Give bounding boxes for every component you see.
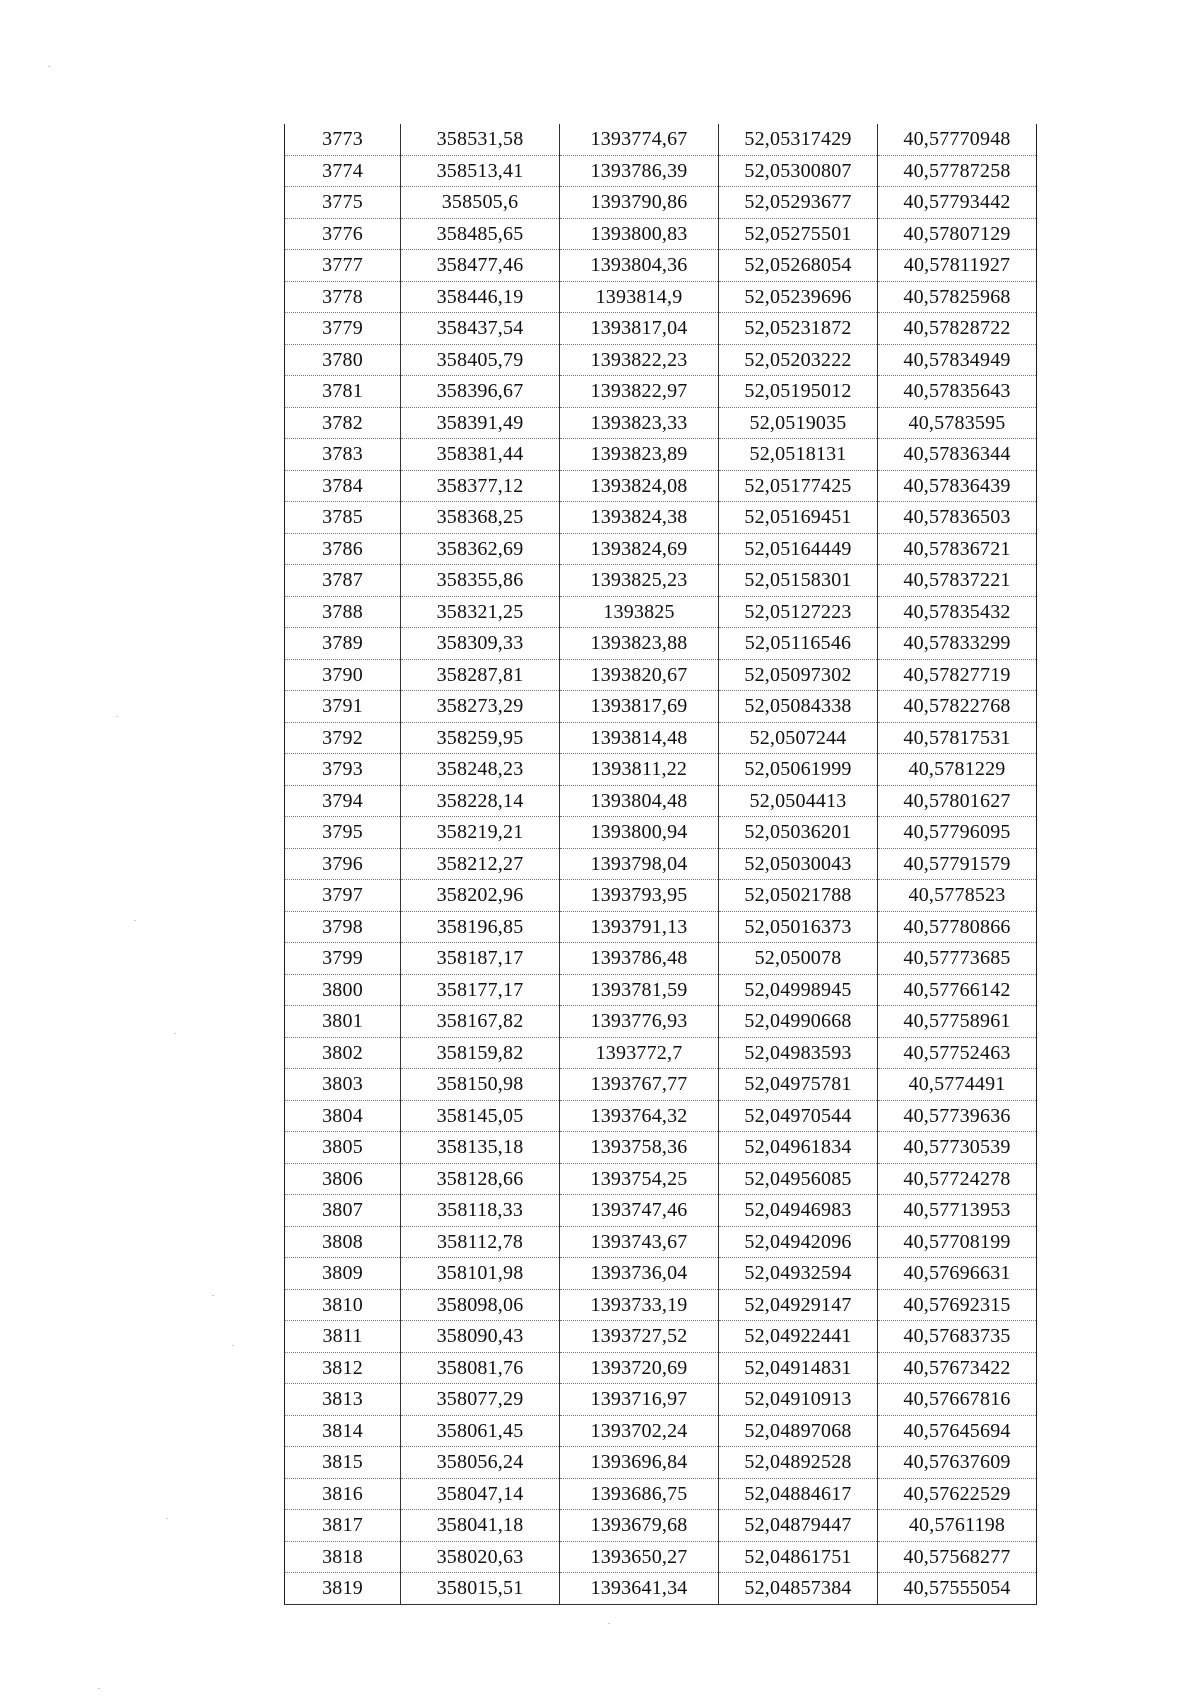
y-coordinate-cell: 1393814,48 <box>560 722 719 754</box>
y-coordinate-cell: 1393716,97 <box>560 1384 719 1416</box>
table-row <box>285 974 1037 1006</box>
table-row <box>285 754 1037 786</box>
point-number-cell: 3799 <box>285 943 401 975</box>
coordinates-table <box>284 124 1037 1605</box>
longitude-cell: 40,57836721 <box>878 533 1037 565</box>
table-row <box>285 628 1037 660</box>
table-row <box>285 218 1037 250</box>
y-coordinate-cell: 1393817,04 <box>560 313 719 345</box>
y-coordinate-cell: 1393822,23 <box>560 344 719 376</box>
y-coordinate-cell: 1393800,94 <box>560 817 719 849</box>
y-coordinate-cell: 1393736,04 <box>560 1258 719 1290</box>
x-coordinate-cell: 358167,82 <box>401 1006 560 1038</box>
table-row <box>285 1069 1037 1101</box>
y-coordinate-cell: 1393798,04 <box>560 848 719 880</box>
latitude-cell: 52,04998945 <box>719 974 878 1006</box>
y-coordinate-cell: 1393743,67 <box>560 1226 719 1258</box>
latitude-cell: 52,04897068 <box>719 1415 878 1447</box>
latitude-cell: 52,05300807 <box>719 155 878 187</box>
latitude-cell: 52,0519035 <box>719 407 878 439</box>
y-coordinate-cell: 1393811,22 <box>560 754 719 786</box>
longitude-cell: 40,57836503 <box>878 502 1037 534</box>
longitude-cell: 40,57807129 <box>878 218 1037 250</box>
longitude-cell: 40,5781229 <box>878 754 1037 786</box>
longitude-cell: 40,57696631 <box>878 1258 1037 1290</box>
y-coordinate-cell: 1393793,95 <box>560 880 719 912</box>
point-number-cell: 3791 <box>285 691 401 723</box>
latitude-cell: 52,0507244 <box>719 722 878 754</box>
longitude-cell: 40,57817531 <box>878 722 1037 754</box>
point-number-cell: 3776 <box>285 218 401 250</box>
scan-speck <box>166 1518 168 1519</box>
table-row <box>285 1163 1037 1195</box>
longitude-cell: 40,57780866 <box>878 911 1037 943</box>
point-number-cell: 3806 <box>285 1163 401 1195</box>
coordinates-table-body <box>285 124 1037 1604</box>
scan-speck <box>212 1295 214 1296</box>
point-number-cell: 3800 <box>285 974 401 1006</box>
point-number-cell: 3815 <box>285 1447 401 1479</box>
table-row <box>285 1384 1037 1416</box>
longitude-cell: 40,57770948 <box>878 124 1037 155</box>
latitude-cell: 52,04942096 <box>719 1226 878 1258</box>
longitude-cell: 40,57827719 <box>878 659 1037 691</box>
point-number-cell: 3778 <box>285 281 401 313</box>
longitude-cell: 40,57825968 <box>878 281 1037 313</box>
y-coordinate-cell: 1393747,46 <box>560 1195 719 1227</box>
table-row <box>285 817 1037 849</box>
y-coordinate-cell: 1393790,86 <box>560 187 719 219</box>
table-row <box>285 1226 1037 1258</box>
longitude-cell: 40,57766142 <box>878 974 1037 1006</box>
table-row <box>285 155 1037 187</box>
longitude-cell: 40,57811927 <box>878 250 1037 282</box>
longitude-cell: 40,57708199 <box>878 1226 1037 1258</box>
longitude-cell: 40,57833299 <box>878 628 1037 660</box>
y-coordinate-cell: 1393764,32 <box>560 1100 719 1132</box>
longitude-cell: 40,57835643 <box>878 376 1037 408</box>
latitude-cell: 52,05158301 <box>719 565 878 597</box>
y-coordinate-cell: 1393823,89 <box>560 439 719 471</box>
table-row <box>285 344 1037 376</box>
latitude-cell: 52,05084338 <box>719 691 878 723</box>
point-number-cell: 3812 <box>285 1352 401 1384</box>
latitude-cell: 52,04922441 <box>719 1321 878 1353</box>
table-row <box>285 1289 1037 1321</box>
table-row <box>285 911 1037 943</box>
point-number-cell: 3786 <box>285 533 401 565</box>
x-coordinate-cell: 358041,18 <box>401 1510 560 1542</box>
y-coordinate-cell: 1393720,69 <box>560 1352 719 1384</box>
x-coordinate-cell: 358056,24 <box>401 1447 560 1479</box>
longitude-cell: 40,57787258 <box>878 155 1037 187</box>
x-coordinate-cell: 358446,19 <box>401 281 560 313</box>
y-coordinate-cell: 1393804,36 <box>560 250 719 282</box>
latitude-cell: 52,04946983 <box>719 1195 878 1227</box>
y-coordinate-cell: 1393786,39 <box>560 155 719 187</box>
point-number-cell: 3803 <box>285 1069 401 1101</box>
scan-speck <box>98 1688 100 1689</box>
longitude-cell: 40,5778523 <box>878 880 1037 912</box>
point-number-cell: 3782 <box>285 407 401 439</box>
y-coordinate-cell: 1393800,83 <box>560 218 719 250</box>
x-coordinate-cell: 358077,29 <box>401 1384 560 1416</box>
x-coordinate-cell: 358135,18 <box>401 1132 560 1164</box>
table-row <box>285 470 1037 502</box>
point-number-cell: 3819 <box>285 1573 401 1605</box>
x-coordinate-cell: 358015,51 <box>401 1573 560 1605</box>
latitude-cell: 52,04932594 <box>719 1258 878 1290</box>
longitude-cell: 40,57828722 <box>878 313 1037 345</box>
table-row <box>285 1258 1037 1290</box>
y-coordinate-cell: 1393679,68 <box>560 1510 719 1542</box>
latitude-cell: 52,04929147 <box>719 1289 878 1321</box>
table-row <box>285 124 1037 155</box>
table-row <box>285 565 1037 597</box>
x-coordinate-cell: 358368,25 <box>401 502 560 534</box>
latitude-cell: 52,05231872 <box>719 313 878 345</box>
point-number-cell: 3777 <box>285 250 401 282</box>
longitude-cell: 40,57801627 <box>878 785 1037 817</box>
latitude-cell: 52,05275501 <box>719 218 878 250</box>
point-number-cell: 3802 <box>285 1037 401 1069</box>
table-row <box>285 533 1037 565</box>
table-row <box>285 691 1037 723</box>
point-number-cell: 3796 <box>285 848 401 880</box>
x-coordinate-cell: 358396,67 <box>401 376 560 408</box>
scan-speck <box>134 920 136 921</box>
longitude-cell: 40,57730539 <box>878 1132 1037 1164</box>
table-row <box>285 281 1037 313</box>
point-number-cell: 3817 <box>285 1510 401 1542</box>
latitude-cell: 52,05293677 <box>719 187 878 219</box>
x-coordinate-cell: 358287,81 <box>401 659 560 691</box>
longitude-cell: 40,57836439 <box>878 470 1037 502</box>
latitude-cell: 52,05061999 <box>719 754 878 786</box>
latitude-cell: 52,04910913 <box>719 1384 878 1416</box>
longitude-cell: 40,57837221 <box>878 565 1037 597</box>
latitude-cell: 52,05268054 <box>719 250 878 282</box>
point-number-cell: 3811 <box>285 1321 401 1353</box>
y-coordinate-cell: 1393774,67 <box>560 124 719 155</box>
latitude-cell: 52,04914831 <box>719 1352 878 1384</box>
table-row <box>285 187 1037 219</box>
point-number-cell: 3780 <box>285 344 401 376</box>
latitude-cell: 52,05021788 <box>719 880 878 912</box>
point-number-cell: 3801 <box>285 1006 401 1038</box>
point-number-cell: 3789 <box>285 628 401 660</box>
longitude-cell: 40,57645694 <box>878 1415 1037 1447</box>
latitude-cell: 52,05317429 <box>719 124 878 155</box>
table-row <box>285 1510 1037 1542</box>
x-coordinate-cell: 358061,45 <box>401 1415 560 1447</box>
longitude-cell: 40,57692315 <box>878 1289 1037 1321</box>
latitude-cell: 52,04975781 <box>719 1069 878 1101</box>
table-row <box>285 880 1037 912</box>
latitude-cell: 52,050078 <box>719 943 878 975</box>
longitude-cell: 40,57713953 <box>878 1195 1037 1227</box>
point-number-cell: 3792 <box>285 722 401 754</box>
longitude-cell: 40,57835432 <box>878 596 1037 628</box>
x-coordinate-cell: 358159,82 <box>401 1037 560 1069</box>
point-number-cell: 3787 <box>285 565 401 597</box>
y-coordinate-cell: 1393825,23 <box>560 565 719 597</box>
table-row <box>285 1006 1037 1038</box>
table-row <box>285 502 1037 534</box>
y-coordinate-cell: 1393650,27 <box>560 1541 719 1573</box>
point-number-cell: 3785 <box>285 502 401 534</box>
point-number-cell: 3797 <box>285 880 401 912</box>
scan-speck <box>116 716 118 717</box>
y-coordinate-cell: 1393823,33 <box>560 407 719 439</box>
x-coordinate-cell: 358485,65 <box>401 218 560 250</box>
x-coordinate-cell: 358391,49 <box>401 407 560 439</box>
x-coordinate-cell: 358118,33 <box>401 1195 560 1227</box>
y-coordinate-cell: 1393820,67 <box>560 659 719 691</box>
x-coordinate-cell: 358150,98 <box>401 1069 560 1101</box>
table-row <box>285 1321 1037 1353</box>
longitude-cell: 40,57637609 <box>878 1447 1037 1479</box>
point-number-cell: 3814 <box>285 1415 401 1447</box>
table-row <box>285 376 1037 408</box>
longitude-cell: 40,57673422 <box>878 1352 1037 1384</box>
point-number-cell: 3808 <box>285 1226 401 1258</box>
x-coordinate-cell: 358309,33 <box>401 628 560 660</box>
table-row <box>285 407 1037 439</box>
latitude-cell: 52,05127223 <box>719 596 878 628</box>
x-coordinate-cell: 358090,43 <box>401 1321 560 1353</box>
table-row <box>285 943 1037 975</box>
scan-speck <box>232 1345 234 1346</box>
point-number-cell: 3779 <box>285 313 401 345</box>
longitude-cell: 40,57791579 <box>878 848 1037 880</box>
longitude-cell: 40,57758961 <box>878 1006 1037 1038</box>
point-number-cell: 3774 <box>285 155 401 187</box>
longitude-cell: 40,57667816 <box>878 1384 1037 1416</box>
table-row <box>285 1037 1037 1069</box>
longitude-cell: 40,5783595 <box>878 407 1037 439</box>
table-row <box>285 1478 1037 1510</box>
scan-speck <box>608 1623 610 1624</box>
longitude-cell: 40,57555054 <box>878 1573 1037 1605</box>
latitude-cell: 52,04961834 <box>719 1132 878 1164</box>
latitude-cell: 52,05239696 <box>719 281 878 313</box>
latitude-cell: 52,05016373 <box>719 911 878 943</box>
longitude-cell: 40,5761198 <box>878 1510 1037 1542</box>
x-coordinate-cell: 358531,58 <box>401 124 560 155</box>
longitude-cell: 40,57568277 <box>878 1541 1037 1573</box>
x-coordinate-cell: 358098,06 <box>401 1289 560 1321</box>
longitude-cell: 40,57724278 <box>878 1163 1037 1195</box>
y-coordinate-cell: 1393776,93 <box>560 1006 719 1038</box>
latitude-cell: 52,04990668 <box>719 1006 878 1038</box>
latitude-cell: 52,04857384 <box>719 1573 878 1605</box>
table-row <box>285 1195 1037 1227</box>
latitude-cell: 52,04884617 <box>719 1478 878 1510</box>
x-coordinate-cell: 358219,21 <box>401 817 560 849</box>
x-coordinate-cell: 358259,95 <box>401 722 560 754</box>
x-coordinate-cell: 358362,69 <box>401 533 560 565</box>
table-row <box>285 1573 1037 1605</box>
x-coordinate-cell: 358145,05 <box>401 1100 560 1132</box>
table-row <box>285 1415 1037 1447</box>
x-coordinate-cell: 358377,12 <box>401 470 560 502</box>
table-row <box>285 439 1037 471</box>
x-coordinate-cell: 358202,96 <box>401 880 560 912</box>
y-coordinate-cell: 1393786,48 <box>560 943 719 975</box>
latitude-cell: 52,0504413 <box>719 785 878 817</box>
latitude-cell: 52,04983593 <box>719 1037 878 1069</box>
scan-speck <box>48 66 50 67</box>
x-coordinate-cell: 358081,76 <box>401 1352 560 1384</box>
longitude-cell: 40,57822768 <box>878 691 1037 723</box>
table-row <box>285 659 1037 691</box>
latitude-cell: 52,05164449 <box>719 533 878 565</box>
y-coordinate-cell: 1393686,75 <box>560 1478 719 1510</box>
point-number-cell: 3798 <box>285 911 401 943</box>
y-coordinate-cell: 1393824,69 <box>560 533 719 565</box>
point-number-cell: 3805 <box>285 1132 401 1164</box>
y-coordinate-cell: 1393791,13 <box>560 911 719 943</box>
table-row <box>285 1100 1037 1132</box>
x-coordinate-cell: 358228,14 <box>401 785 560 817</box>
longitude-cell: 40,57773685 <box>878 943 1037 975</box>
x-coordinate-cell: 358477,46 <box>401 250 560 282</box>
point-number-cell: 3809 <box>285 1258 401 1290</box>
x-coordinate-cell: 358112,78 <box>401 1226 560 1258</box>
y-coordinate-cell: 1393767,77 <box>560 1069 719 1101</box>
table-row <box>285 785 1037 817</box>
x-coordinate-cell: 358177,17 <box>401 974 560 1006</box>
table-row <box>285 596 1037 628</box>
x-coordinate-cell: 358405,79 <box>401 344 560 376</box>
x-coordinate-cell: 358101,98 <box>401 1258 560 1290</box>
table-row <box>285 313 1037 345</box>
longitude-cell: 40,5774491 <box>878 1069 1037 1101</box>
table-row <box>285 722 1037 754</box>
latitude-cell: 52,05195012 <box>719 376 878 408</box>
y-coordinate-cell: 1393772,7 <box>560 1037 719 1069</box>
table-row <box>285 250 1037 282</box>
point-number-cell: 3816 <box>285 1478 401 1510</box>
latitude-cell: 52,04970544 <box>719 1100 878 1132</box>
table-row <box>285 1132 1037 1164</box>
y-coordinate-cell: 1393696,84 <box>560 1447 719 1479</box>
longitude-cell: 40,57622529 <box>878 1478 1037 1510</box>
x-coordinate-cell: 358047,14 <box>401 1478 560 1510</box>
latitude-cell: 52,04861751 <box>719 1541 878 1573</box>
y-coordinate-cell: 1393758,36 <box>560 1132 719 1164</box>
y-coordinate-cell: 1393822,97 <box>560 376 719 408</box>
table-row <box>285 848 1037 880</box>
point-number-cell: 3790 <box>285 659 401 691</box>
latitude-cell: 52,05169451 <box>719 502 878 534</box>
point-number-cell: 3775 <box>285 187 401 219</box>
y-coordinate-cell: 1393824,08 <box>560 470 719 502</box>
table-row <box>285 1447 1037 1479</box>
point-number-cell: 3794 <box>285 785 401 817</box>
x-coordinate-cell: 358273,29 <box>401 691 560 723</box>
latitude-cell: 52,05177425 <box>719 470 878 502</box>
x-coordinate-cell: 358187,17 <box>401 943 560 975</box>
point-number-cell: 3810 <box>285 1289 401 1321</box>
latitude-cell: 52,04956085 <box>719 1163 878 1195</box>
longitude-cell: 40,57683735 <box>878 1321 1037 1353</box>
latitude-cell: 52,05203222 <box>719 344 878 376</box>
point-number-cell: 3788 <box>285 596 401 628</box>
longitude-cell: 40,57834949 <box>878 344 1037 376</box>
latitude-cell: 52,05097302 <box>719 659 878 691</box>
y-coordinate-cell: 1393727,52 <box>560 1321 719 1353</box>
point-number-cell: 3795 <box>285 817 401 849</box>
x-coordinate-cell: 358437,54 <box>401 313 560 345</box>
latitude-cell: 52,04879447 <box>719 1510 878 1542</box>
x-coordinate-cell: 358321,25 <box>401 596 560 628</box>
point-number-cell: 3813 <box>285 1384 401 1416</box>
y-coordinate-cell: 1393781,59 <box>560 974 719 1006</box>
point-number-cell: 3784 <box>285 470 401 502</box>
point-number-cell: 3773 <box>285 124 401 155</box>
latitude-cell: 52,05116546 <box>719 628 878 660</box>
longitude-cell: 40,57752463 <box>878 1037 1037 1069</box>
y-coordinate-cell: 1393804,48 <box>560 785 719 817</box>
longitude-cell: 40,57793442 <box>878 187 1037 219</box>
point-number-cell: 3818 <box>285 1541 401 1573</box>
x-coordinate-cell: 358212,27 <box>401 848 560 880</box>
y-coordinate-cell: 1393817,69 <box>560 691 719 723</box>
x-coordinate-cell: 358505,6 <box>401 187 560 219</box>
longitude-cell: 40,57836344 <box>878 439 1037 471</box>
point-number-cell: 3807 <box>285 1195 401 1227</box>
y-coordinate-cell: 1393702,24 <box>560 1415 719 1447</box>
longitude-cell: 40,57739636 <box>878 1100 1037 1132</box>
x-coordinate-cell: 358128,66 <box>401 1163 560 1195</box>
x-coordinate-cell: 358381,44 <box>401 439 560 471</box>
x-coordinate-cell: 358248,23 <box>401 754 560 786</box>
x-coordinate-cell: 358355,86 <box>401 565 560 597</box>
longitude-cell: 40,57796095 <box>878 817 1037 849</box>
x-coordinate-cell: 358196,85 <box>401 911 560 943</box>
point-number-cell: 3781 <box>285 376 401 408</box>
point-number-cell: 3783 <box>285 439 401 471</box>
y-coordinate-cell: 1393641,34 <box>560 1573 719 1605</box>
x-coordinate-cell: 358513,41 <box>401 155 560 187</box>
x-coordinate-cell: 358020,63 <box>401 1541 560 1573</box>
point-number-cell: 3804 <box>285 1100 401 1132</box>
y-coordinate-cell: 1393823,88 <box>560 628 719 660</box>
table-row <box>285 1541 1037 1573</box>
latitude-cell: 52,04892528 <box>719 1447 878 1479</box>
y-coordinate-cell: 1393825 <box>560 596 719 628</box>
point-number-cell: 3793 <box>285 754 401 786</box>
latitude-cell: 52,05036201 <box>719 817 878 849</box>
y-coordinate-cell: 1393754,25 <box>560 1163 719 1195</box>
latitude-cell: 52,0518131 <box>719 439 878 471</box>
y-coordinate-cell: 1393814,9 <box>560 281 719 313</box>
table-row <box>285 1352 1037 1384</box>
scan-speck <box>174 1033 176 1034</box>
y-coordinate-cell: 1393733,19 <box>560 1289 719 1321</box>
y-coordinate-cell: 1393824,38 <box>560 502 719 534</box>
latitude-cell: 52,05030043 <box>719 848 878 880</box>
